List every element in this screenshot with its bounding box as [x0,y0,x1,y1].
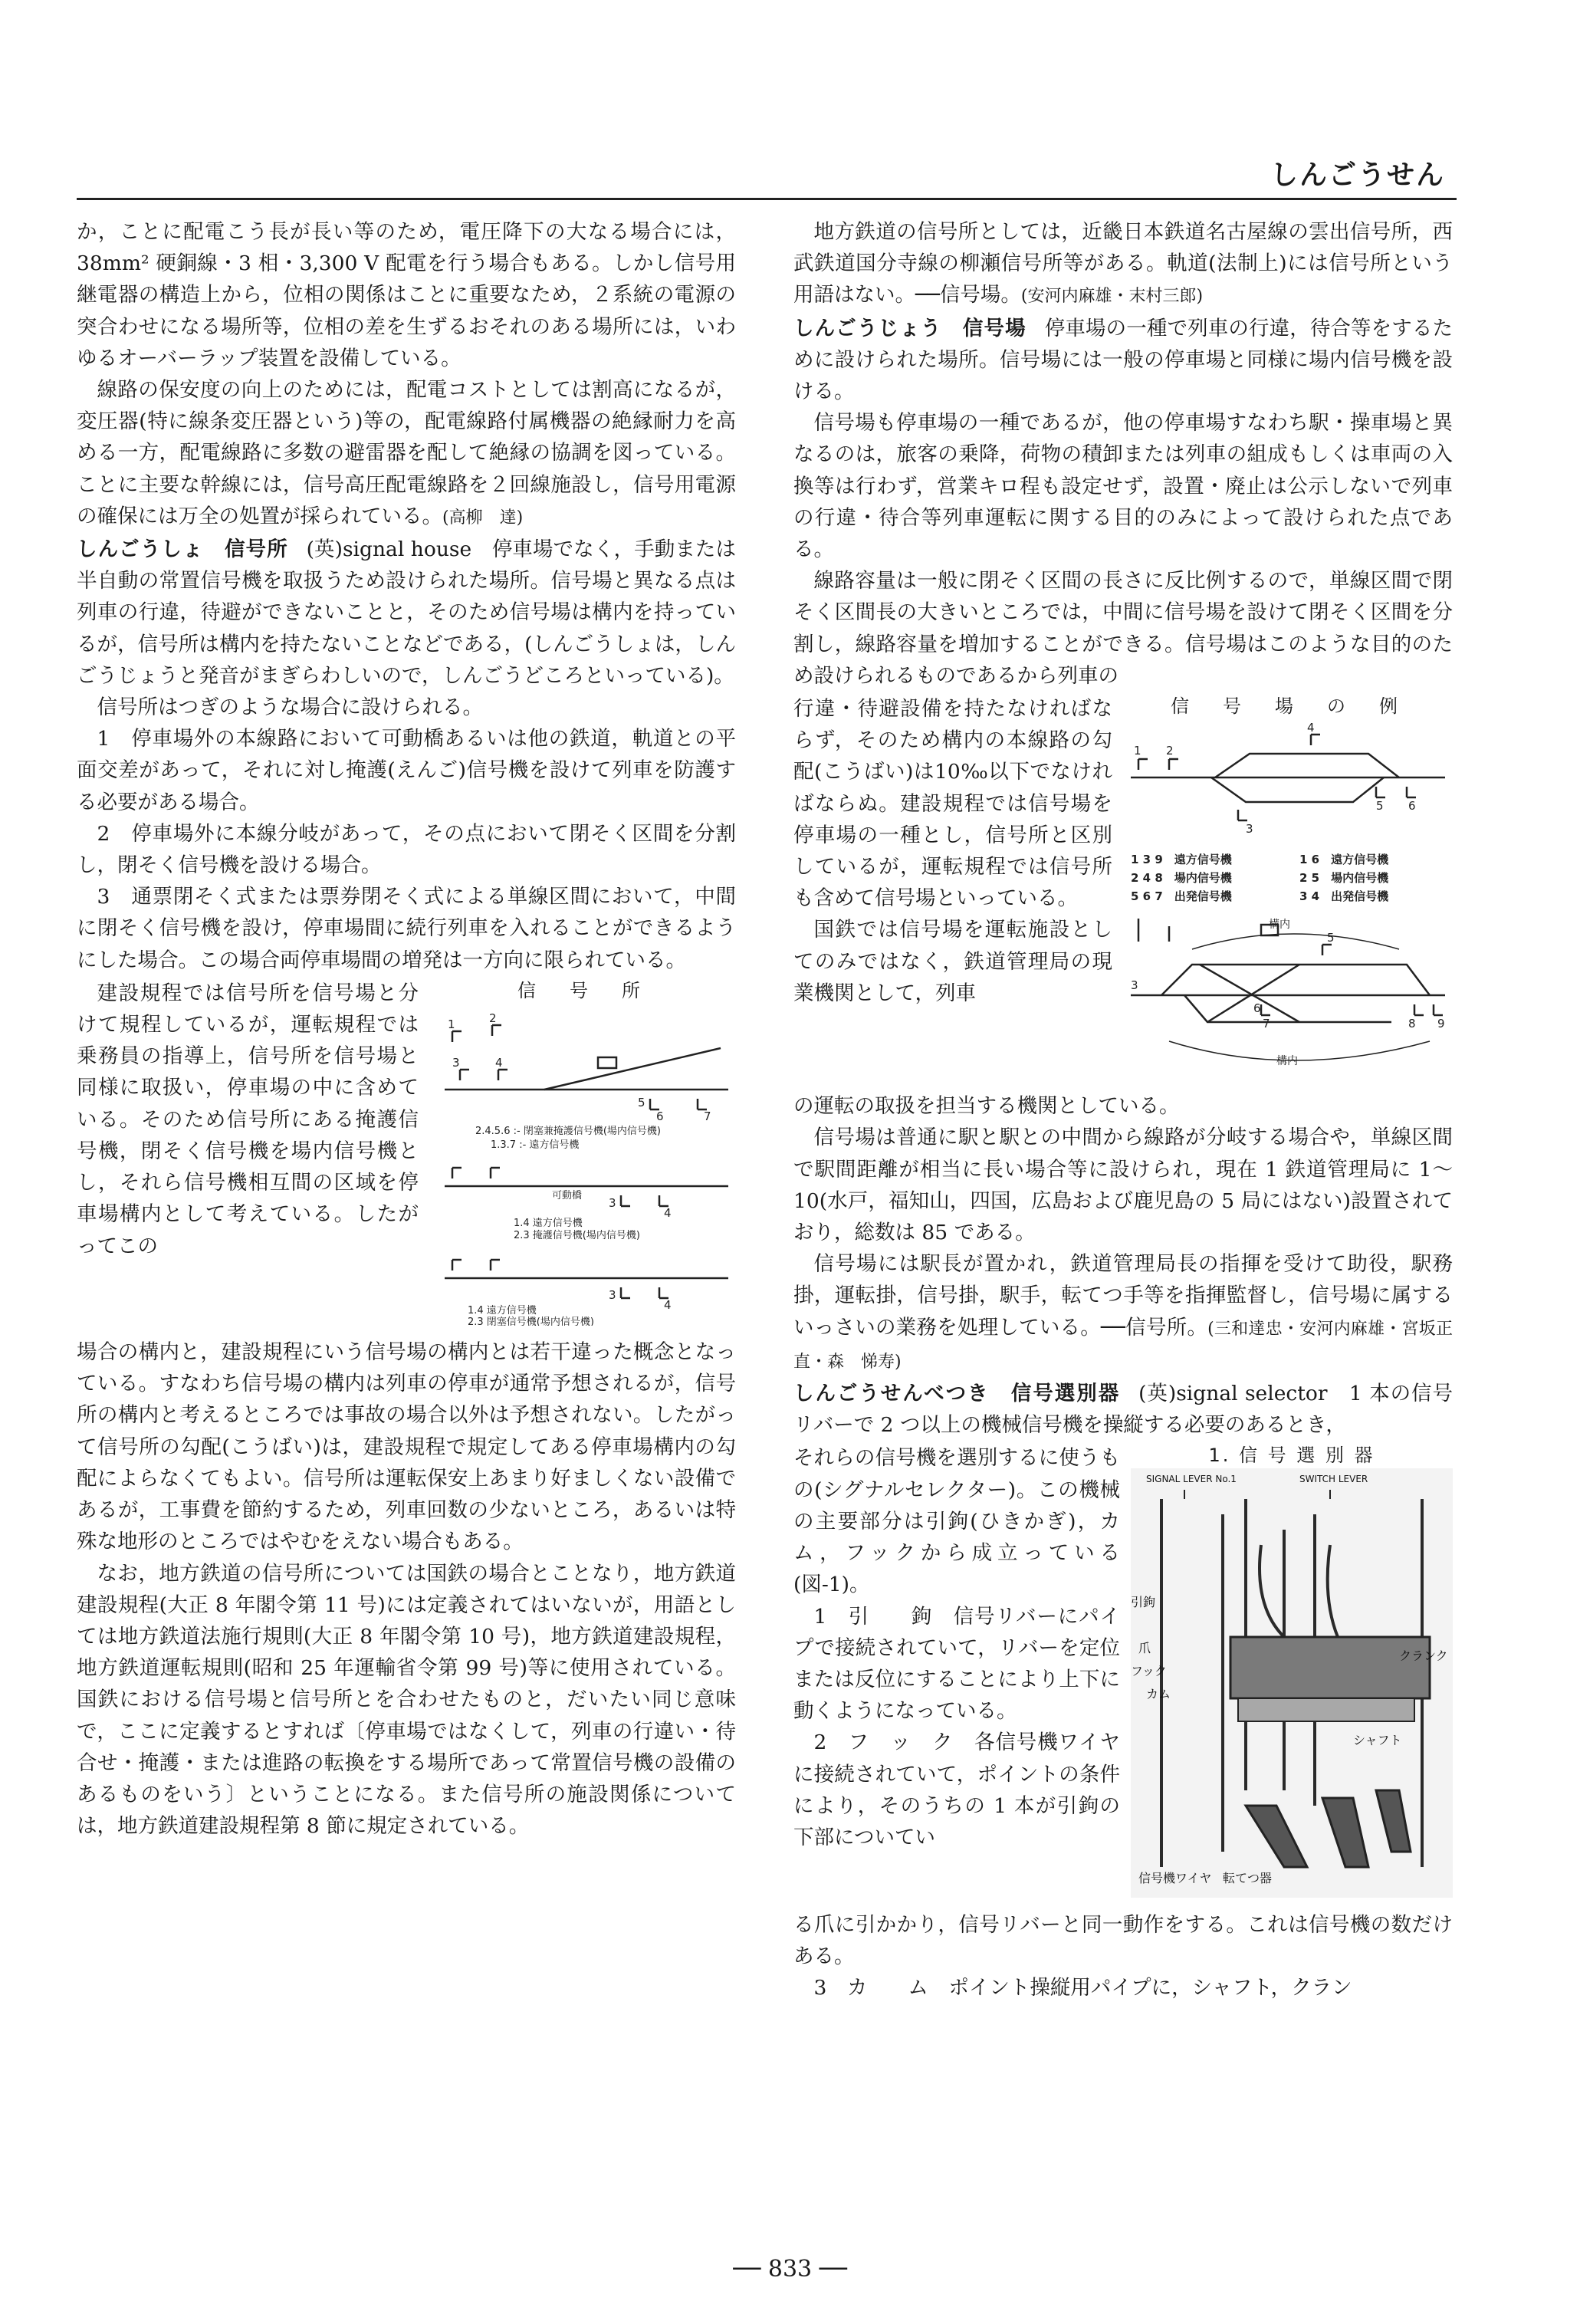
paragraph: 行違・待避設備を持たなければならず，そのため構内の本線路の勾配(こうばい)は10‰以下でなければならぬ。建設規程では信号場を停車場の一種とし，信号所と区別しているが，運転規程では信号所も含めて信号場といっている。 [793,697,1112,911]
paragraph: る爪に引かかり，信号リバーと同一動作をする。これは信号機の数だけある。 [793,1912,1453,1968]
legend-item: 3 4 出発信号機 [1299,889,1389,904]
signal-number: 1 [1134,744,1141,758]
signal-number: 8 [1408,1017,1416,1031]
diagram-label: 2.3 掩護信号機(場内信号機) [514,1229,640,1241]
signal-number: 5 [1376,799,1384,814]
legend-item: 2 4 8 場内信号機 [1131,871,1232,886]
legend-item: 5 6 7 出発信号機 [1131,889,1232,904]
diagram-label: 構内 [1269,919,1290,932]
english-term: (英)signal house [306,537,472,562]
photo-label: SWITCH LEVER [1299,1474,1368,1485]
signal-number: 4 [664,1297,672,1312]
signal-number: 2 [1166,744,1174,758]
legend-item: 1 6 遠方信号機 [1299,853,1389,867]
signal-number: 7 [1263,1017,1270,1031]
photo-label: 爪 [1138,1641,1151,1656]
photo-label: フック [1131,1664,1167,1679]
english-term: (英)signal selector [1138,1382,1328,1406]
paragraph-text: 信号場には駅長が置かれ，鉄道管理局長の指揮を受けて助役，駅務掛，運転掛，信号掛，駅手，転てつ手等を指揮監督し，信号場に属するいっさいの業務を処理している。──信号所。 [793,1252,1453,1340]
diagram-label: 可動橋 [552,1189,583,1201]
diagram-label: 1.4 遠方信号機 [514,1217,583,1229]
legend-item: 1 3 9 遠方信号機 [1131,853,1232,867]
paragraph [793,216,1453,313]
list-item: 3 カ ム ポイント操縦用パイプに，シャフト，クラン [813,1976,1352,2000]
signal-number: 5 [1327,931,1335,945]
list-item: 1 引 鉤 信号リバーにパイプで接続されていて，リバーを定位または反位にすることにより上下に動くようになっている。 [793,1604,1120,1724]
paragraph: 信号所はつぎのような場合に設けられる。 [97,695,483,720]
diagram-label: 1.4 遠方信号機 [468,1304,537,1316]
entry-body: 停車場の一種で列車の行違，待合等をするために設けられた場所。信号場には一般の停車場と同様に場内信号機を設ける。 [793,316,1454,404]
entry-shingousho [77,534,736,692]
signal-station-diagram [1123,719,1453,1080]
signal-number: 4 [1307,721,1315,735]
signal-house-diagram [429,1004,736,1326]
page-number: ── 833 ── [733,2256,847,2283]
photo-label: 転てつ器 [1223,1871,1273,1886]
signal-number: 5 [638,1095,645,1109]
author: (高柳 達) [442,508,524,528]
figure-shingousho [77,978,736,1335]
figure-shingoujou [793,693,1453,1089]
figure-caption: 信 号 所 [517,979,648,1001]
entry-body: 1 本の信号リバーで 2 つ以上の機械信号機を操縦する必要のあるとき， [793,1382,1453,1438]
paragraph: 国鉄では信号場を運転施設としてのみではなく，鉄道管理局の現業機関として，列車 [793,918,1112,1005]
entry-shingoujou [793,313,1453,408]
list-item: 2 停車場外に本線分岐があって，その点において閉そく区間を分割し，閉そく信号機を設ける場合。 [77,821,736,878]
figure-block [1131,1442,1453,1907]
diagram-label: 1.3.7 :- 遠方信号機 [491,1139,580,1151]
signal-number: 3 [1131,978,1138,993]
paragraph: なお，地方鉄道の信号所については国鉄の場合とことなり，地方鉄道建設規程(大正 8 年閣令第 11 号)には定義されてはいないが，用語としては地方鉄道法施行規則(大正 8 年閣令第 10 号)，地方鉄道建設規程，地方鉄道運転規則(昭和 25 年運輸省令第 99 号)等に使用されている。国鉄における信号場と信号所とを合わせたものと，だいたい同じ意味で，ここに定義するとすれば〔停車場ではなくして，列車の行違い・待合せ・掩護・または進路の転換をする場所であって常置信号機の設備のあるものをいう〕ということになる。また信号所の施設関係については，地方鉄道建設規程第 8 節に規定されている。 [77,1561,736,1839]
photo-label: 信号機ワイヤ [1138,1871,1212,1886]
paragraph: の運転の取扱を担当する機関としている。 [793,1094,1180,1119]
paragraph: か，ことに配電こう長が長い等のため，電圧降下の大なる場合には，38mm² 硬銅線・3 相・3,300 V 配電を行う場合もある。しかし信号用継電器の構造上から，位相の関係はことに重要なため，２系統の電源の突合わせになる場所等，位相の差を生ずるおそれのある場所には，いわゆるオーバーラップ装置を設備している。 [77,220,736,370]
entry-body: 停車場でなく，手動または半自動の常置信号機を取扱うため設けられた場所。信号場と異なる点は列車の行違，待避ができないことと，そのため信号場は構内を持っているが，信号所は構内を持たないことなどである，(しんごうしょは，しんごうじょうと発音がまぎらわしいので，しんごうどころといっている)。 [77,537,736,688]
entry-shingousenbetsuki [793,1378,1453,1441]
signal-number: 3 [609,1287,616,1302]
diagram-label: 2.3 閉塞信号機(場内信号機) [468,1316,594,1326]
figure-signal-selector [793,1442,1453,1907]
photo-label: シャフト [1353,1733,1402,1748]
author: (安河内麻雄・末村三郎) [1020,287,1204,307]
headword: しんごうしょ 信号所 [77,537,288,562]
paragraph-text: 線路の保安度の向上のためには，配電コストとしては割高になるが，変圧器(特に線条変圧器という)等の，配電線路付属機器の絶縁耐力を高める一方，配電線路に多数の避雷器を配して絶縁の協調を図っている。ことに主要な幹線には，信号高圧配電線路を２回線施設し，信号用電源の確保には万全の処置が採られている。 [77,378,736,528]
photo-label: カム [1146,1687,1171,1702]
photo-label: クランク [1399,1648,1448,1664]
signal-number: 3 [452,1055,460,1070]
signal-number: 6 [1253,1001,1261,1016]
header-rule [77,198,1457,200]
author: (三和達忠・安河内麻雄・宮坂正直・森 悌寿) [793,1319,1453,1372]
signal-number: 1 [448,1017,455,1031]
figure-block [1123,693,1453,1089]
right-column [793,216,1453,2004]
figure-caption: 信 号 場 の 例 [1171,695,1405,718]
signal-selector-photo [1131,1468,1453,1898]
photo-label: 引鉤 [1131,1595,1156,1610]
paragraph: それらの信号機を選別するに使うもの(シグナルセレクター)。この機械の主要部分は引鉤(ひきかぎ)，カム，フックから成立っている(図-1)。 [793,1446,1120,1597]
paragraph: 建設規程では信号所を信号場と分けて規程しているが，運転規程では乗務員の指導上，信号所を信号場と同様に取扱い，停車場の中に含めている。そのため信号所にある掩護信号機，閉そく信号機を場内信号機とし，それら信号機相互間の区域を停車場構内として考えている。したがってこの [77,981,419,1258]
signal-number: 6 [656,1109,664,1123]
list-item: 3 通票閉そく式または票券閉そく式による単線区間において，中間に閉そく信号機を設け，停車場間に続行列車を入れることができるようにした場合。この場合両停車場間の増発は一方向に限られている。 [77,885,736,972]
paragraph-text: 地方鉄道の信号所としては，近畿日本鉄道名古屋線の雲出信号所，西武鉄道国分寺線の柳瀬信号所等がある。軌道(法制上)には信号所という用語はない。──信号場。 [793,220,1453,307]
entry-headword [793,317,1045,340]
paragraph: 信号場も停車場の一種であるが，他の停車場すなわち駅・操車場と異なるのは，旅客の乗降，荷物の積卸または列車の組成もしくは車両の入換等は行わず，営業キロ程も設定せず，設置・廃止は公示しないで列車の行違・待合等列車運転に関する目的のみによって設けられた点である。 [793,411,1453,562]
photo-label: SIGNAL LEVER No.1 [1146,1474,1237,1485]
diagram-label: 構内 [1276,1055,1298,1068]
paragraph: 線路容量は一般に閉そく区間の長さに反比例するので，単線区間で閉そく区間長の大きいところでは，中間に信号場を設けて閉そく区間を分割し，線路容量を増加することができる。信号場はこのような目的のため設けられるものであるから列車の [793,569,1453,688]
figure-caption: 1. 信 号 選 別 器 [1208,1445,1375,1467]
signal-number: 2 [489,1011,497,1025]
list-item: 2 フ ッ ク 各信号機ワイヤに接続されていて，ポイントの条件により，そのうちの 1 本が引鉤の下部についてい [793,1731,1120,1849]
signal-number: 4 [495,1055,503,1070]
figure-block [429,978,736,1335]
legend-item: 2 5 場内信号機 [1299,871,1389,886]
diagram-label: 2.4.5.6 :- 閉塞兼掩護信号機(場内信号機) [475,1125,661,1137]
paragraph [77,374,736,534]
signal-number: 3 [1246,822,1253,837]
headword: しんごうせんべつき 信号選別器 [793,1382,1121,1406]
list-item: 1 停車場外の本線路において可動橋あるいは他の鉄道，軌道との平面交差があって，それに対し掩護(えんご)信号機を設けて列車を防護する必要がある場合。 [77,727,736,814]
running-head: しんごうせん [1270,159,1445,191]
signal-number: 9 [1437,1017,1445,1031]
paragraph [793,1248,1453,1378]
signal-number: 4 [664,1205,672,1220]
signal-number: 7 [704,1109,711,1123]
entry-headword [77,537,307,561]
left-column [77,216,736,1842]
paragraph: 場合の構内と，建設規程にいう信号場の構内とは若干違った概念となっている。すなわち信号場の構内は列車の停車が通常予想されるが，信号所の構内と考えるところでは事故の場合以外は予想されない。したがって信号所の勾配(こうばい)は，建設規程で規定してある停車場構内の勾配によらなくてもよい。信号所は運転保安上あまり好ましくない設備であるが，工事費を節約するため，列車回数の少ないところ，あるいは特殊な地形のところではやむをえない場合もある。 [77,1340,736,1554]
entry-headword [793,1382,1138,1405]
paragraph: 信号場は普通に駅と駅との中間から線路が分岐する場合や，単線区間で駅間距離が相当に長い場合等に設けられ，現在 1 鉄道管理局に 1～10(水戸，福知山，四国，広島および鹿児島の 5 局にはない)設置されており，総数は 85 である。 [793,1126,1453,1245]
headword: しんごうじょう 信号場 [793,316,1027,340]
signal-number: 6 [1408,799,1416,814]
signal-number: 3 [609,1195,616,1210]
